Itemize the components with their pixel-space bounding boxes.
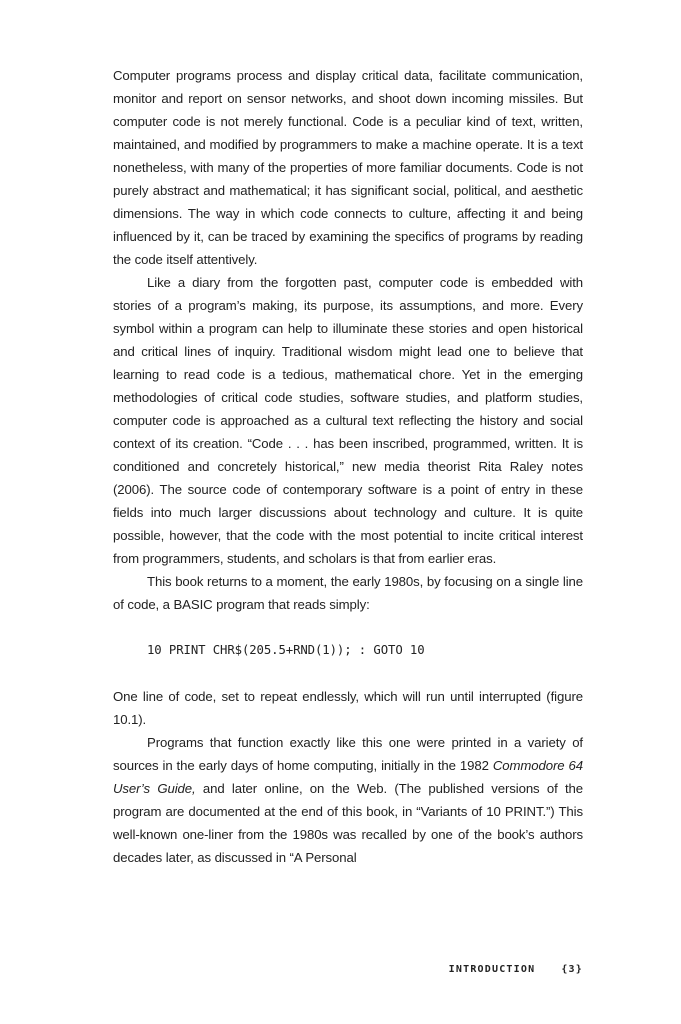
paragraph-4: One line of code, set to repeat endlessly, which will run until interrupted (figure 10.1). <box>113 689 583 727</box>
paragraph-3: This book returns to a moment, the early 1980s, by focusing on a single line of code, a BASIC program that reads simply: <box>113 574 583 612</box>
paragraph-2: Like a diary from the forgotten past, computer code is embedded with stories of a program’s making, its purpose, its assumptions, and more. Every symbol within a program can help to illuminate these stories and open historical and critical lines of inquiry. Traditional wisdom might lead one to believe that learning to read code is a tedious, mathematical chore. Yet in the emerging methodologies of critical code studies, software studies, and platform studies, computer code is approached as a cultural text reflecting the history and social context of its creation. “Code . . . has been inscribed, programmed, written. It is conditioned and concretely historical,” new media theorist Rita Raley notes (2006). The source code of contemporary software is a point of entry in these fields into much larger discussions about technology and culture. It is quite possible, however, that the code with the most potential to incite critical interest from programmers, students, and scholars is that from earlier eras. <box>113 275 583 566</box>
running-head: INTRODUCTION <box>448 964 536 975</box>
paragraph-1: Computer programs process and display critical data, facilitate communication, monitor and report on sensor networks, and shoot down incoming missiles. But computer code is not merely functional. Code is a peculiar kind of text, written, maintained, and modified by programmers to make a machine operate. It is a text nonetheless, with many of the properties of more familiar documents. Code is not purely abstract and mathematical; it has significant social, political, and aesthetic dimensions. The way in which code connects to culture, affecting it and being influenced by it, can be traced by examining the specifics of programs by reading the code itself attentively. <box>113 68 583 267</box>
page-footer <box>113 964 583 975</box>
body-text <box>113 64 583 869</box>
page-number: {3} <box>561 964 583 975</box>
book-title-italic: Commodore 64 User’s Guide, <box>113 758 583 796</box>
paragraph-5-part-a: Programs that function exactly like this one were printed in a variety of sources in the early days of home computing, initially in the 1982 <box>113 735 583 773</box>
code-line: 10 PRINT CHR$(205.5+RND(1)); : GOTO 10 <box>147 643 425 657</box>
paragraph-5 <box>113 731 583 869</box>
paragraph-5-part-b: and later online, on the Web. (The published versions of the program are documented at the end of this book, in “Variants of 10 PRINT.”) This well-known one-liner from the 1980s was recalled by one of the book’s authors decades later, as discussed in “A Personal <box>113 781 583 865</box>
